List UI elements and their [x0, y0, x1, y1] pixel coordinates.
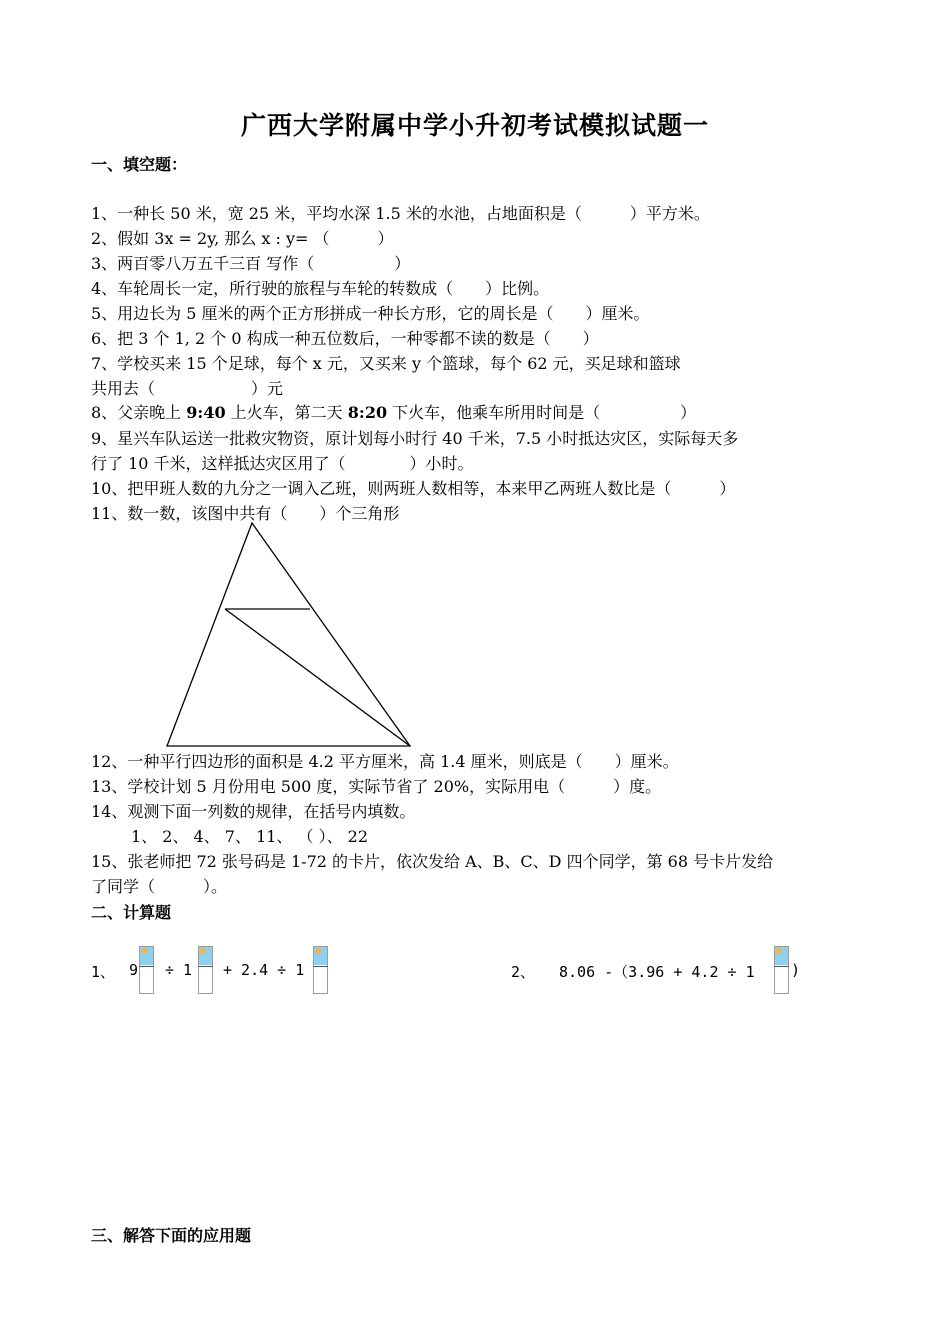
question-9-line2: 行了 10 千米，这样抵达灾区用了（ ）小时。 [91, 454, 474, 473]
question-1: 1、一种长 50 米，宽 25 米，平均水深 1.5 米的水池，占地面积是（ ）平方米。 [91, 204, 710, 223]
question-9-line1: 9、星兴车队运送一批救灾物资，原计划每小时行 40 千米，7.5 小时抵达灾区，实际每天多 [91, 429, 739, 448]
fraction-image-icon [139, 946, 154, 994]
question-15-line2: 了同学（ ）。 [91, 877, 228, 896]
calc-1-term-a: 9 [129, 961, 139, 979]
calc-2-expression: 8.06 -（3.96 + 4.2 ÷ 1 [559, 963, 755, 981]
question-4: 4、车轮周长一定，所行驶的旅程与车轮的转数成（ ）比例。 [91, 279, 550, 298]
question-13: 13、学校计划 5 月份用电 500 度，实际节省了 20%，实际用电（ ）度。 [91, 777, 662, 796]
question-8-part2: 上火车，第二天 [225, 403, 348, 422]
fraction-image-icon [198, 946, 213, 994]
question-2: 2、假如 3x = 2y, 那么 x : y= （ ） [91, 229, 394, 248]
question-15-line1: 15、张老师把 72 张号码是 1-72 的卡片，依次发给 A、B、C、D 四个同学，第 68 号卡片发给 [91, 852, 774, 871]
page-title: 广西大学附属中学小升初考试模拟试题一 [240, 111, 709, 140]
departure-time: 9:40 [186, 403, 226, 422]
question-14: 14、观测下面一列数的规律，在括号内填数。 [91, 802, 416, 821]
section-calculation-heading: 二、计算题 [91, 903, 172, 922]
calc-1-number: 1、 [91, 963, 116, 981]
diagonal-segment [225, 609, 410, 746]
question-5: 5、用边长为 5 厘米的两个正方形拼成一种长方形，它的周长是（ ）厘米。 [91, 304, 650, 323]
question-11: 11、数一数，该图中共有（ ）个三角形 [91, 504, 400, 523]
question-7-line1: 7、学校买来 15 个足球，每个 x 元，又买来 y 个篮球，每个 62 元，买足球和篮球 [91, 354, 681, 373]
section-application-heading: 三、解答下面的应用题 [91, 1226, 252, 1245]
outer-triangle [167, 523, 410, 746]
fraction-image-icon [774, 946, 789, 994]
question-7-line2: 共用去（ ）元 [91, 379, 284, 398]
section-fill-blank-heading: 一、填空题： [91, 155, 188, 174]
question-6: 6、把 3 个 1, 2 个 0 构成一种五位数后，一种零都不读的数是（ ） [91, 329, 599, 348]
arrival-time: 8:20 [347, 403, 388, 422]
question-14-sequence: 1、 2、 4、 7、 11、 （ ）、 22 [131, 827, 369, 846]
question-12: 12、一种平行四边形的面积是 4.2 平方厘米，高 1.4 厘米，则底是（ ）厘米。 [91, 752, 679, 771]
question-8 [91, 400, 696, 423]
calc-2-number: 2、 [511, 963, 536, 981]
question-3: 3、两百零八万五千三百 写作（ ） [91, 254, 411, 273]
fraction-image-icon [313, 946, 328, 994]
triangle-figure [160, 520, 420, 752]
question-10: 10、把甲班人数的九分之一调入乙班，则两班人数相等，本来甲乙两班人数比是（ ） [91, 479, 736, 498]
calc-1-term-c: + 2.4 ÷ 1 [223, 961, 305, 979]
question-8-part3: 下火车，他乘车所用时间是（ ） [387, 403, 697, 422]
calc-1-term-b: ÷ 1 [165, 961, 193, 979]
calc-2-close-paren: ) [791, 961, 801, 979]
question-8-part1: 8、父亲晚上 [91, 403, 187, 422]
